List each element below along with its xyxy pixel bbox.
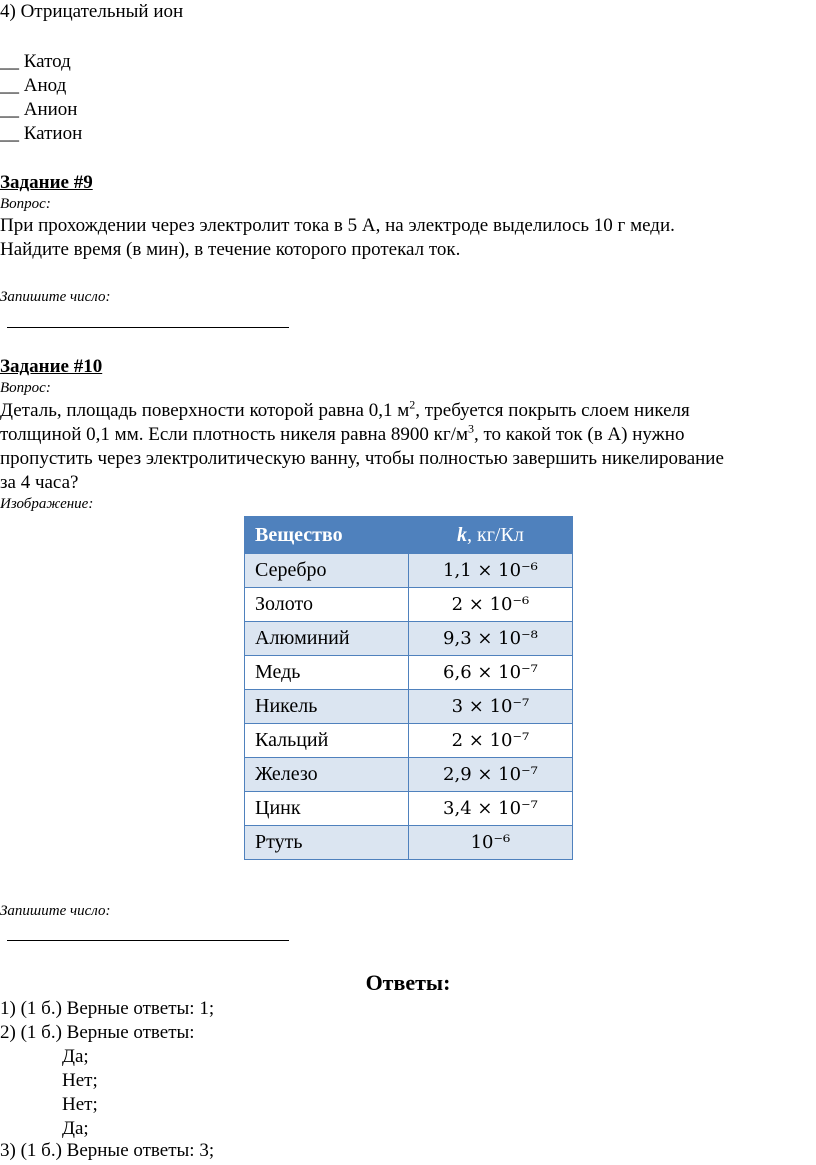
- k-value-cell: 10⁻⁶: [408, 826, 572, 860]
- k-value-cell: 3,4 × 10⁻⁷: [408, 792, 572, 826]
- header-substance: Вещество: [245, 517, 409, 554]
- task-10-image-label: Изображение:: [0, 496, 94, 512]
- task-10-text-line-4: за 4 часа?: [0, 472, 79, 493]
- task-10-answer-line[interactable]: [7, 940, 289, 941]
- task-9-text-line-1: При прохождении через электролит тока в 5 А, на электроде выделилось 10 г меди.: [0, 215, 675, 236]
- answer-2-item-2: Нет;: [62, 1070, 98, 1091]
- task-9-text-line-2: Найдите время (в мин), в течение которого протекал ток.: [0, 239, 461, 260]
- answer-1: 1) (1 б.) Верные ответы: 1;: [0, 998, 215, 1019]
- substance-cell: Железо: [245, 758, 409, 792]
- k-value-cell: 9,3 × 10⁻⁸: [408, 622, 572, 656]
- task-10-question-label: Вопрос:: [0, 380, 51, 396]
- task-10-text-line-2: толщиной 0,1 мм. Если плотность никеля равна 8900 $кг/м^3$, то какой ток (в А) нужно: [0, 421, 685, 445]
- task-10-heading: Задание #10: [0, 356, 103, 377]
- table-row: [245, 622, 573, 656]
- task-9-answer-label: Запишите число:: [0, 289, 111, 305]
- k-value-cell: 2 × 10⁻⁷: [408, 724, 572, 758]
- answer-2: 2) (1 б.) Верные ответы:: [0, 1022, 195, 1043]
- k-value-cell: 2 × 10⁻⁶: [408, 588, 572, 622]
- k-value-cell: 2,9 × 10⁻⁷: [408, 758, 572, 792]
- option-4: 4) Отрицательный ион: [0, 1, 184, 22]
- task-10-answer-label: Запишите число:: [0, 903, 111, 919]
- task-9-question-label: Вопрос:: [0, 196, 51, 212]
- substance-cell: Никель: [245, 690, 409, 724]
- answer-2-item-1: Да;: [62, 1046, 89, 1067]
- table-row: [245, 554, 573, 588]
- substance-cell: Медь: [245, 656, 409, 690]
- substance-cell: Кальций: [245, 724, 409, 758]
- table-row: [245, 656, 573, 690]
- table-row: [245, 588, 573, 622]
- table-row: [245, 758, 573, 792]
- substance-cell: Ртуть: [245, 826, 409, 860]
- header-k: k, кг/Кл: [408, 517, 572, 554]
- k-value-cell: 3 × 10⁻⁷: [408, 690, 572, 724]
- electrochemical-equivalent-table: [244, 516, 573, 860]
- task-10-text-line-3: пропустить через электролитическую ванну, чтобы полностью завершить никелирование: [0, 448, 724, 469]
- table-row: [245, 724, 573, 758]
- substance-cell: Золото: [245, 588, 409, 622]
- choice-cation: __ Катион: [0, 123, 83, 144]
- table-row: [245, 792, 573, 826]
- substance-cell: Алюминий: [245, 622, 409, 656]
- answer-2-item-4: Да;: [62, 1118, 89, 1139]
- k-value-cell: 6,6 × 10⁻⁷: [408, 656, 572, 690]
- choice-cathode: __ Катод: [0, 51, 71, 72]
- k-value-cell: 1,1 × 10⁻⁶: [408, 554, 572, 588]
- table-header-row: [245, 517, 573, 554]
- answers-title: Ответы:: [365, 970, 451, 995]
- substance-cell: Цинк: [245, 792, 409, 826]
- choice-anode: __ Анод: [0, 75, 67, 96]
- task-9-answer-line[interactable]: [7, 327, 289, 328]
- task-10-text-line-1: Деталь, площадь поверхности которой равна 0,1 $м^2$, требуется покрыть слоем никеля: [0, 397, 690, 421]
- answer-3: 3) (1 б.) Верные ответы: 3;: [0, 1140, 215, 1161]
- answer-2-item-3: Нет;: [62, 1094, 98, 1115]
- choice-anion: __ Анион: [0, 99, 78, 120]
- table-row: [245, 690, 573, 724]
- task-9-heading: Задание #9: [0, 172, 93, 193]
- substance-cell: Серебро: [245, 554, 409, 588]
- table-row: [245, 826, 573, 860]
